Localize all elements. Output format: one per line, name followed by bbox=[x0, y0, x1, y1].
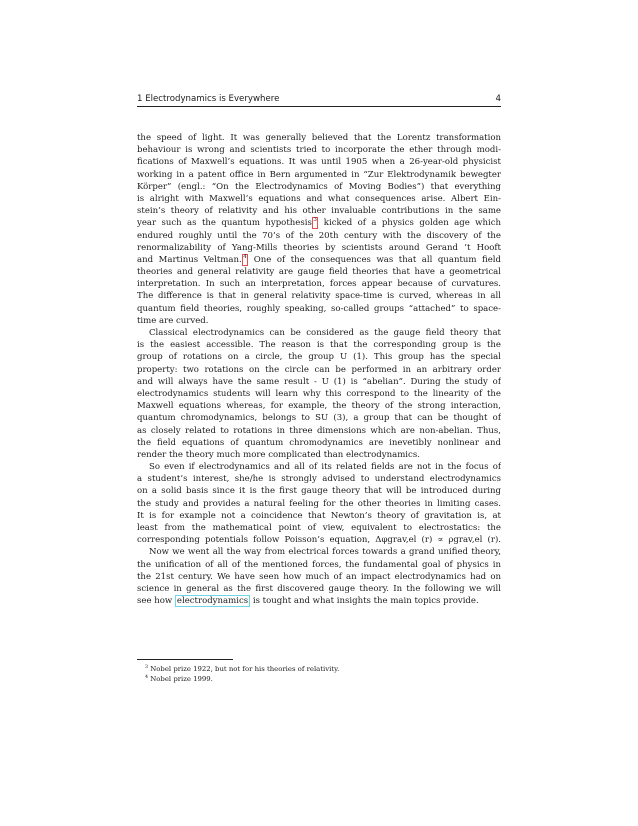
line-text: quantum chromodynamics, belongs to SU (3), a group that can be thought of bbox=[137, 413, 501, 424]
body-text bbox=[137, 132, 501, 607]
text-line bbox=[137, 595, 501, 607]
line-text: The difference is that in general relativity space-time is curved, whereas in all bbox=[137, 291, 501, 302]
line-text: the speed of light. It was generally believed that the Lorentz transformation bbox=[137, 133, 501, 143]
line-text: render the theory much more complicated than electrodynamics. bbox=[137, 449, 420, 460]
footnote-text: Nobel prize 1999. bbox=[148, 675, 213, 683]
text-line bbox=[137, 193, 501, 205]
line-text: Now we went all the way from electrical forces towards a grand unified theory, bbox=[149, 547, 501, 558]
line-text: stein’s theory of relativity and his other invaluable contributions in the same bbox=[137, 206, 501, 217]
text-line bbox=[137, 303, 501, 315]
line-text: electrodynamics students will learn why this correspond to the linearity of the bbox=[137, 388, 501, 399]
text-line bbox=[137, 473, 501, 485]
line-text: property: two rotations on the circle can be performed in an arbitrary order bbox=[137, 364, 501, 375]
text-line bbox=[137, 315, 501, 327]
line-text: is the easiest accessible. The reason is that the corresponding group is the bbox=[137, 340, 501, 351]
text-line bbox=[137, 461, 501, 473]
text-line bbox=[137, 437, 501, 449]
line-text: Classical electrodynamics can be considered as the gauge field theory that bbox=[149, 328, 501, 338]
text-line bbox=[137, 327, 501, 339]
text-line bbox=[137, 546, 501, 558]
line-text: as closely related to rotations in three dimensions which are non-abelian. Thus, bbox=[137, 425, 501, 436]
text-line bbox=[137, 242, 501, 254]
line-text: Maxwell equations whereas, for example, the theory of the strong interaction, bbox=[137, 401, 501, 412]
line-text: least from the mathematical point of view, equivalent to electrostatics: the bbox=[137, 523, 501, 533]
line-text: is alright with Maxwell’s equations and what consequences arise. Albert Ein- bbox=[137, 193, 501, 204]
line-text: kicked of a physics golden age which bbox=[318, 218, 501, 229]
footnote-rule bbox=[137, 659, 233, 660]
text-line bbox=[137, 376, 501, 388]
line-text: the field equations of quantum chromodynamics are inevetibly nonlinear and bbox=[137, 437, 501, 448]
line-text: and will always have the same result - U (1) is “abelian”. During the study of bbox=[137, 376, 501, 387]
text-line bbox=[137, 522, 501, 534]
line-text: working in a patent office in Bern argumented in “Zur Elektrodynamik bewegter bbox=[137, 169, 501, 180]
line-text: fications of Maxwell’s equations. It was until 1905 when a 26-year-old physicist bbox=[137, 157, 501, 168]
footnote bbox=[137, 674, 501, 684]
text-line bbox=[137, 290, 501, 302]
line-text: a student’s interest, she/he is strongly advised to understand electrodynamics bbox=[137, 474, 501, 485]
footnote-number: 4 bbox=[145, 675, 149, 680]
text-line bbox=[137, 559, 501, 571]
footnote-ref-number: 3 bbox=[313, 217, 317, 224]
line-text: interpretation. In such an interpretation, forces appear because of curvatures. bbox=[137, 279, 501, 290]
text-line bbox=[137, 132, 501, 144]
line-text: and Martinus Veltman. bbox=[137, 254, 242, 265]
line-text: quantum field theories, roughly speaking, so-called groups “attached” to space- bbox=[137, 303, 501, 314]
text-line bbox=[137, 205, 501, 217]
text-line bbox=[137, 364, 501, 376]
text-line bbox=[137, 498, 501, 510]
line-text: time are curved. bbox=[137, 315, 209, 326]
line-text: see how bbox=[137, 596, 175, 607]
line-text: Körper” (engl.: “On the Electrodynamics of Moving Bodies”) that everything bbox=[137, 181, 501, 192]
line-text: the 21st century. We have seen how much of an impact electrodynamics had on bbox=[137, 571, 501, 582]
footnote-ref-number: 4 bbox=[243, 253, 247, 260]
line-text: endured roughly until the 70’s of the 20th century with the discovery of the bbox=[137, 230, 501, 241]
footnote-text: Nobel prize 1922, but not for his theories of relativity. bbox=[148, 665, 340, 673]
line-text: behaviour is wrong and scientists tried to incorporate the ether through modi- bbox=[137, 145, 501, 156]
text-line bbox=[137, 449, 501, 461]
text-line bbox=[137, 156, 501, 168]
text-line bbox=[137, 571, 501, 583]
text-line bbox=[137, 217, 501, 229]
line-text: renormalizability of Yang-Mills theories by scientists around Gerand ’t Hooft bbox=[137, 242, 501, 253]
chapter-title: 1 Electrodynamics is Everywhere bbox=[137, 94, 280, 104]
line-text: the study and provides a natural feeling for the other theories in limiting cases. bbox=[137, 498, 501, 509]
text-line bbox=[137, 278, 501, 290]
text-line bbox=[137, 266, 501, 278]
line-text: It is for example not a coincidence that Newton’s theory of gravitation is, at bbox=[137, 510, 501, 521]
text-line bbox=[137, 181, 501, 193]
text-line bbox=[137, 425, 501, 437]
line-text: is tought and what insights the main topics provide. bbox=[250, 596, 479, 607]
text-line bbox=[137, 339, 501, 351]
running-header bbox=[137, 90, 501, 104]
line-text: theories and general relativity are gauge field theories that have a geometrical bbox=[137, 267, 501, 278]
text-line bbox=[137, 400, 501, 412]
electrodynamics-link[interactable]: electrodynamics bbox=[176, 596, 249, 607]
header-rule bbox=[137, 106, 501, 107]
text-line bbox=[137, 583, 501, 595]
text-line bbox=[137, 412, 501, 424]
line-text: on a solid basis since it is the first gauge theory that will be introduced during bbox=[137, 486, 501, 497]
text-line bbox=[137, 510, 501, 522]
line-text: corresponding potentials follow Poisson’s equation, Δφgrav,el (r) ∝ ρgrav,el (r). bbox=[137, 535, 501, 546]
text-line bbox=[137, 254, 501, 266]
line-text: science in general as the first discovered gauge theory. In the following we will bbox=[137, 583, 501, 594]
footnote-number: 3 bbox=[145, 665, 149, 670]
text-line bbox=[137, 485, 501, 497]
text-line bbox=[137, 144, 501, 156]
line-text: year such as the quantum hypothesis bbox=[137, 218, 312, 229]
text-line bbox=[137, 351, 501, 363]
line-text: group of rotations on a circle, the group U (1). This group has the special bbox=[137, 352, 501, 363]
text-line bbox=[137, 230, 501, 242]
text-line bbox=[137, 534, 501, 546]
line-text: So even if electrodynamics and all of its related fields are not in the focus of bbox=[149, 462, 501, 473]
line-text: One of the consequences was that all quantum field bbox=[248, 254, 501, 265]
line-text: the unification of all of the mentioned forces, the fundamental goal of physics in bbox=[137, 559, 501, 570]
footnote bbox=[137, 664, 501, 674]
text-line bbox=[137, 169, 501, 181]
footnotes bbox=[137, 664, 501, 684]
page-number: 4 bbox=[495, 94, 501, 104]
text-line bbox=[137, 388, 501, 400]
